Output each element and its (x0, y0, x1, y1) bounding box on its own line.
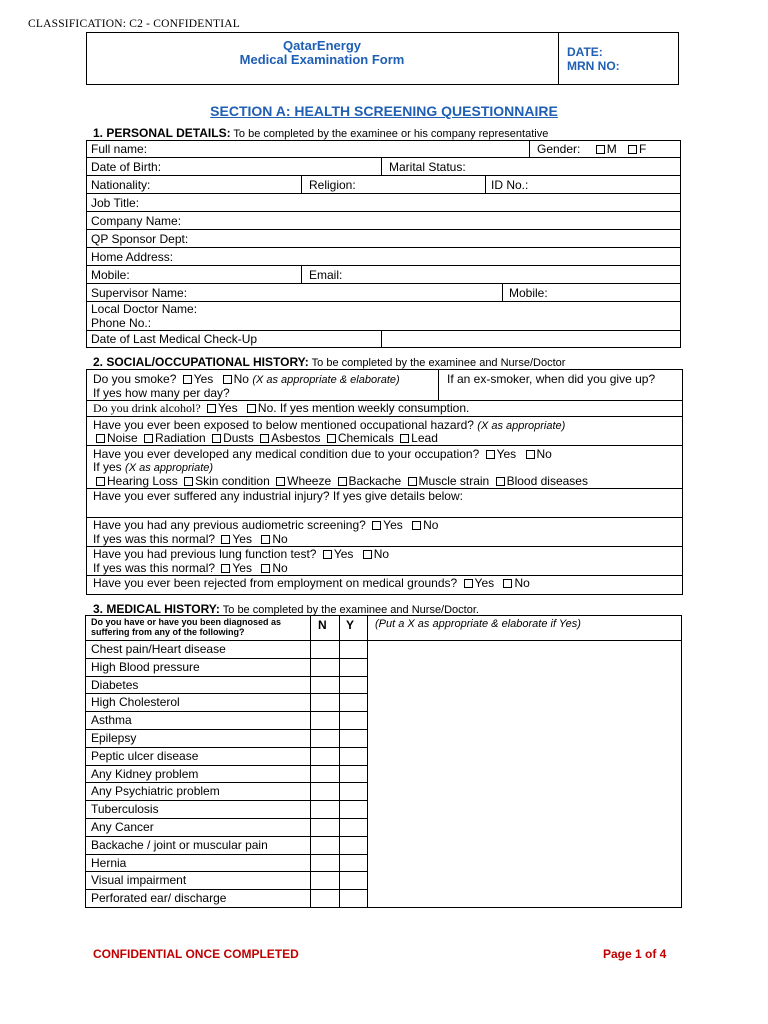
id-no-field[interactable]: ID No.: (491, 178, 529, 192)
hazard-asbestos-checkbox[interactable] (260, 434, 269, 443)
gender-m-label: M (606, 142, 617, 156)
medical-y-cell[interactable] (340, 889, 366, 907)
gender-f-label: F (639, 142, 647, 156)
medical-n-cell[interactable] (311, 693, 338, 711)
rejected-question: Have you ever been rejected from employment on medical grounds? Yes No (93, 576, 530, 590)
audio-normal-question: If yes was this normal? Yes No (93, 532, 288, 546)
audio-no-checkbox[interactable] (412, 521, 421, 530)
medical-n-cell[interactable] (311, 854, 338, 872)
email-field[interactable]: Email: (309, 268, 343, 282)
smoke-question: Do you smoke? Yes No (X as appropriate & elaborate) (93, 372, 400, 386)
header-title-block (87, 39, 557, 67)
medical-history-table (85, 615, 682, 908)
lung-question: Have you had previous lung function test? Yes No (93, 547, 390, 561)
condition-yes-checkbox[interactable] (486, 450, 495, 459)
medical-n-cell[interactable] (311, 711, 338, 729)
dob-field[interactable]: Date of Birth: (91, 160, 162, 174)
audio-normal-no-checkbox[interactable] (261, 535, 270, 544)
rejected-no-checkbox[interactable] (503, 579, 512, 588)
medical-heading: 3. MEDICAL HISTORY: To be completed by the examinee and Nurse/Doctor. (93, 602, 479, 616)
lung-no-checkbox[interactable] (363, 550, 372, 559)
lung-normal-yes-checkbox[interactable] (221, 564, 230, 573)
medical-condition-row: Any Cancer (91, 820, 154, 834)
hazard-question: Have you ever been exposed to below mentioned occupational hazard? (X as appropriate) (93, 418, 566, 432)
sponsor-dept-field[interactable]: QP Sponsor Dept: (91, 232, 189, 246)
page-number: Page 1 of 4 (603, 947, 667, 961)
form-header (86, 32, 679, 85)
medical-condition-row: Backache / joint or muscular pain (91, 837, 268, 852)
medical-y-cell[interactable] (340, 676, 366, 694)
medical-n-cell[interactable] (311, 889, 338, 907)
medical-y-cell[interactable] (340, 800, 366, 818)
medical-condition-row: Any Kidney problem (91, 766, 199, 781)
medical-n-cell[interactable] (311, 729, 338, 747)
medical-n-cell[interactable] (311, 836, 338, 854)
supervisor-mobile-field[interactable]: Mobile: (509, 286, 548, 300)
header-divider (558, 33, 559, 84)
col-y-header: Y (346, 618, 355, 632)
form-title: Medical Examination Form (239, 52, 405, 67)
nationality-field[interactable]: Nationality: (91, 178, 151, 192)
col-n-header: N (318, 618, 327, 632)
injury-question[interactable]: Have you ever suffered any industrial injury? If yes give details below: (93, 489, 463, 503)
medical-condition-row: Visual impairment (91, 873, 187, 888)
medical-question-header: Do you have or have you been diagnosed as suffering from any of the following? (91, 617, 282, 637)
social-heading: 2. SOCIAL/OCCUPATIONAL HISTORY: To be completed by the examinee and Nurse/Doctor (93, 355, 566, 369)
medical-y-cell[interactable] (340, 729, 366, 747)
smoke-yes-checkbox[interactable] (183, 375, 192, 384)
home-address-field[interactable]: Home Address: (91, 250, 174, 264)
medical-n-cell[interactable] (311, 747, 338, 765)
medical-condition-row: High Blood pressure (91, 659, 200, 674)
classification-label: CLASSIFICATION: C2 - CONFIDENTIAL (28, 18, 241, 30)
lung-yes-checkbox[interactable] (323, 550, 332, 559)
condition-wheeze-checkbox[interactable] (276, 477, 285, 486)
medical-condition-row: Asthma (91, 713, 132, 728)
hazard-options: Noise Radiation Dusts Asbestos Chemicals Lead (93, 431, 438, 445)
alcohol-question: Do you drink alcohol? Yes No. If yes mention weekly consumption. (93, 401, 470, 415)
condition-backache-checkbox[interactable] (338, 477, 347, 486)
medical-y-cell[interactable] (340, 765, 366, 783)
religion-field[interactable]: Religion: (309, 178, 356, 192)
medical-n-cell[interactable] (311, 782, 338, 800)
local-doctor-field[interactable]: Local Doctor Name: (91, 302, 198, 316)
alcohol-no-checkbox[interactable] (247, 404, 256, 413)
medical-n-cell[interactable] (311, 818, 338, 836)
medical-y-cell[interactable] (340, 640, 366, 658)
audio-normal-yes-checkbox[interactable] (221, 535, 230, 544)
marital-status-field[interactable]: Marital Status: (389, 160, 466, 174)
medical-n-cell[interactable] (311, 800, 338, 818)
hazard-noise-checkbox[interactable] (96, 434, 105, 443)
gender-m-checkbox[interactable] (596, 145, 605, 154)
col-note-header: (Put a X as appropriate & elaborate if Yes) (375, 618, 581, 630)
social-history-table (86, 369, 683, 595)
condition-muscle-checkbox[interactable] (408, 477, 417, 486)
condition-question: Have you ever developed any medical condition due to your occupation? Yes No (93, 447, 552, 461)
org-name: QatarEnergy (282, 38, 362, 53)
ex-smoker-question[interactable]: If an ex-smoker, when did you give up? (447, 372, 656, 386)
medical-n-cell[interactable] (311, 765, 338, 783)
medical-y-cell[interactable] (340, 871, 366, 889)
condition-hearing-checkbox[interactable] (96, 477, 105, 486)
medical-n-cell[interactable] (311, 871, 338, 889)
medical-condition-row: Diabetes (91, 677, 139, 692)
medical-condition-row: Epilepsy (91, 731, 137, 745)
condition-skin-checkbox[interactable] (184, 477, 193, 486)
medical-condition-row: High Cholesterol (91, 695, 180, 710)
full-name-field[interactable]: Full name: (91, 142, 148, 156)
medical-n-cell[interactable] (311, 658, 338, 676)
lung-normal-no-checkbox[interactable] (261, 564, 270, 573)
condition-options: Hearing Loss Skin condition Wheeze Backache Muscle strain Blood diseases (93, 474, 588, 488)
medical-condition-row: Peptic ulcer disease (91, 748, 199, 763)
medical-condition-row: Hernia (91, 855, 127, 870)
alcohol-yes-checkbox[interactable] (207, 404, 216, 413)
personal-details-table (86, 140, 681, 348)
hazard-chemicals-checkbox[interactable] (327, 434, 336, 443)
phone-no-field[interactable]: Phone No.: (91, 316, 152, 330)
last-checkup-field[interactable]: Date of Last Medical Check-Up (91, 332, 258, 346)
medical-condition-row: Tuberculosis (91, 802, 159, 817)
medical-n-cell[interactable] (311, 640, 338, 658)
condition-blood-checkbox[interactable] (496, 477, 505, 486)
medical-y-cell[interactable] (340, 836, 366, 854)
audio-yes-checkbox[interactable] (372, 521, 381, 530)
medical-n-cell[interactable] (311, 676, 338, 694)
confidential-footer: CONFIDENTIAL ONCE COMPLETED (93, 947, 299, 961)
header-meta (567, 45, 620, 73)
gender-f-checkbox[interactable] (628, 145, 637, 154)
company-name-field[interactable]: Company Name: (91, 214, 182, 228)
audiometric-question: Have you had any previous audiometric screening? Yes No (93, 518, 439, 532)
lung-normal-question: If yes was this normal? Yes No (93, 561, 288, 575)
medical-y-cell[interactable] (340, 818, 366, 836)
date-label: DATE: (567, 45, 603, 59)
medical-y-cell[interactable] (340, 747, 366, 765)
job-title-field[interactable]: Job Title: (91, 196, 140, 210)
hazard-lead-checkbox[interactable] (400, 434, 409, 443)
medical-condition-row: Chest pain/Heart disease (91, 642, 226, 656)
hazard-radiation-checkbox[interactable] (144, 434, 153, 443)
mobile-field[interactable]: Mobile: (91, 268, 130, 282)
medical-y-cell[interactable] (340, 658, 366, 676)
rejected-yes-checkbox[interactable] (464, 579, 473, 588)
section-a-title: SECTION A: HEALTH SCREENING QUESTIONNAIRE (210, 103, 558, 119)
medical-y-cell[interactable] (340, 693, 366, 711)
supervisor-name-field[interactable]: Supervisor Name: (91, 286, 188, 300)
medical-y-cell[interactable] (340, 854, 366, 872)
condition-if-yes: If yes (X as appropriate) (93, 460, 214, 474)
hazard-dusts-checkbox[interactable] (212, 434, 221, 443)
gender-field: Gender: M F (537, 142, 647, 156)
medical-y-cell[interactable] (340, 711, 366, 729)
mrn-label: MRN NO: (567, 59, 620, 73)
medical-condition-row: Perforated ear/ discharge (91, 891, 227, 906)
medical-y-cell[interactable] (340, 782, 366, 800)
smoke-no-checkbox[interactable] (223, 375, 232, 384)
medical-condition-row: Any Psychiatric problem (91, 784, 220, 799)
per-day-question[interactable]: If yes how many per day? (93, 386, 230, 400)
personal-heading: 1. PERSONAL DETAILS: To be completed by the examinee or his company representative (93, 126, 549, 140)
condition-no-checkbox[interactable] (526, 450, 535, 459)
